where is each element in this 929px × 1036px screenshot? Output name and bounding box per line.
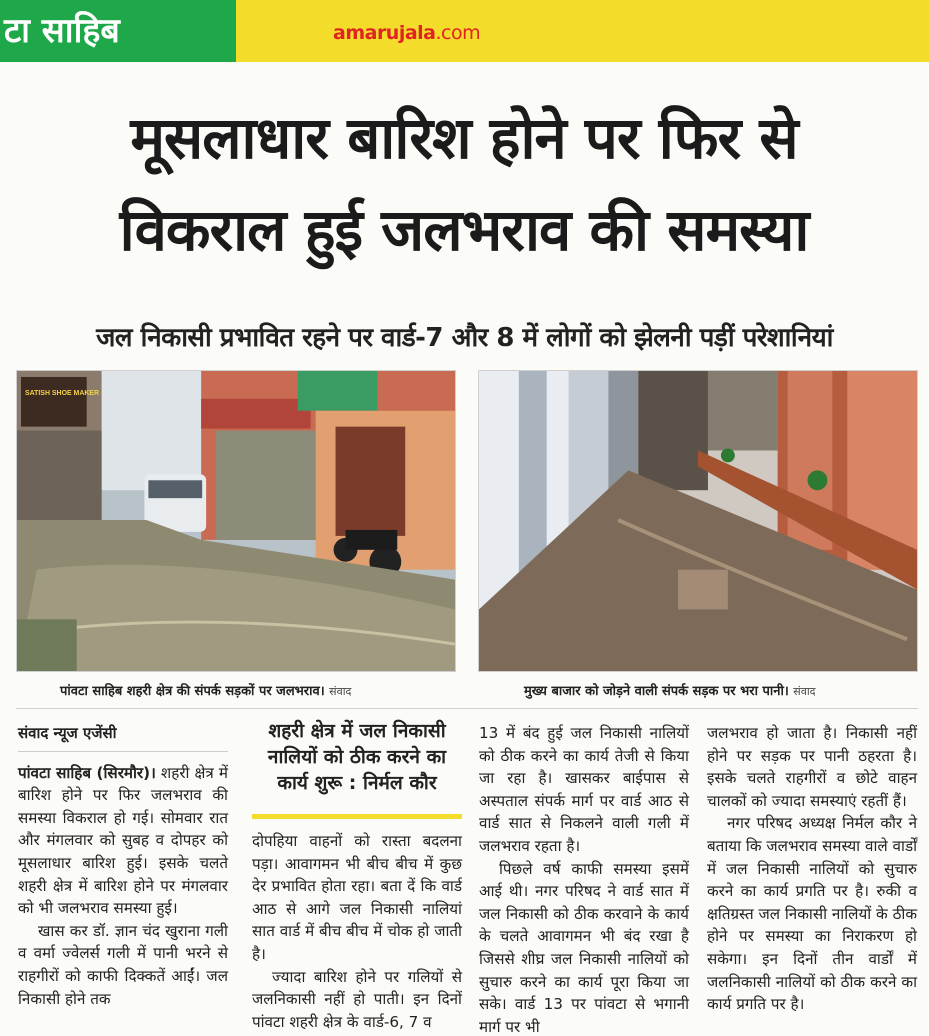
paragraph-text: शहरी क्षेत्र में बारिश होने पर फिर जलभराव की समस्या विकराल हो गई। सोमवार रात और मंगलवार को सुबह व दोपहर को मूसलाधार बारिश हुई। इसके चलते शहरी क्षेत्र में बारिश होने पर मंगलवार को भी जलभराव समस्या हुई।	[18, 763, 228, 918]
photo-waterlogged-lane	[478, 370, 918, 672]
divider	[16, 708, 918, 709]
paragraph: दोपहिया वाहनों को रास्ता बदलना पड़ा। आवागमन भी बीच बीच में कुछ देर प्रभावित होता रहा। बता दें कि वार्ड आठ से आगे जल निकासी नालियां सात वार्ड में बीच बीच में चोक हो जाती है।	[252, 832, 462, 963]
photo-flooded-street	[16, 370, 456, 672]
masthead-bar	[0, 0, 929, 62]
section-tag: टा साहिब	[0, 0, 236, 62]
article-column-3	[479, 722, 689, 1036]
sidebar-heading: शहरी क्षेत्र में जल निकासी नालियों को ठीक करने का कार्य शुरू : निर्मल कौर	[267, 720, 447, 794]
caption-credit: संवाद	[793, 685, 816, 698]
caption-text: मुख्य बाजार को जोड़ने वाली संपर्क सड़क पर भरा पानी।	[524, 684, 789, 699]
caption-text: पांवटा साहिब शहरी क्षेत्र की संपर्क सड़कों पर जलभराव।	[60, 684, 325, 699]
paragraph: 13 में बंद हुई जल निकासी नालियों को ठीक करने का कार्य तेजी से किया जा रहा है। खासकर बाईपास से अस्पताल संपर्क मार्ग पर वार्ड आठ से वार्ड सात से निकलने वाली गली में जलभराव रहता है।	[479, 724, 689, 855]
article-column-1	[18, 722, 228, 1010]
site-suffix: .com	[435, 22, 481, 44]
sidebar-accent-rule	[252, 814, 462, 819]
article-column-4	[707, 722, 917, 1016]
byline-divider	[18, 751, 228, 752]
dateline: पांवटा साहिब (सिरमौर)।	[18, 763, 156, 782]
headline-line-2: विकराल हुई जलभराव की समस्या	[119, 196, 809, 264]
photo-caption-right	[524, 681, 816, 699]
subheadline: जल निकासी प्रभावित रहने पर वार्ड-7 और 8 में लोगों को झेलनी पड़ीं परेशानियां	[96, 323, 833, 353]
article-column-2	[252, 830, 462, 1033]
paragraph: जलभराव हो जाता है। निकासी नहीं होने पर सड़क पर पानी ठहरता है। इसके चलते राहगीरों व छोटे वाहन चालकों को ज्यादा समस्याएं रहतीं हैं।	[707, 724, 917, 810]
agency-byline: संवाद न्यूज एजेंसी	[18, 724, 117, 742]
paragraph: खास कर डॉ. ज्ञान चंद खुराना गली व वर्मा ज्वेलर्स गली में पानी भरने से राहगीरों को काफी दिक्कतें आईं। जल निकासी होने तक	[18, 921, 228, 1008]
paragraph: नगर परिषद अध्यक्ष निर्मल कौर ने बताया कि जलभराव समस्या वाले वार्डों में जल निकासी नालियों को सुचारु करने का कार्य प्रगति पर है। रुकी व क्षतिग्रस्त जल निकासी नालियों के ठीक होने पर समस्या का निराकरण हो सकेगा। इन दिनों तीन वार्डों में जलनिकासी नालियों को ठीक करने का कार्य प्रगति पर है।	[707, 814, 917, 1014]
paragraph: ज्यादा बारिश होने पर गलियों से जलनिकासी नहीं हो पाती। इन दिनों पांवटा शहरी क्षेत्र के वार्ड-6, 7 व	[252, 967, 462, 1031]
site-name: amarujala	[333, 22, 436, 44]
headline	[14, 92, 914, 276]
headline-line-1: मूसलाधार बारिश होने पर फिर से	[130, 104, 798, 172]
site-logo[interactable]	[333, 22, 480, 44]
paragraph: पिछले वर्ष काफी समस्या इसमें आई थी। नगर परिषद ने वार्ड सात में जल निकासी को ठीक करवाने के कार्य के चलते आवागमन भी बंद रखा है जिससे शीघ्र जल निकासी नालियों को सुचारु करने का कार्य पूरा किया जा सके। वार्ड 13 पर पांवटा से भगानी मार्ग पर भी	[479, 859, 689, 1036]
paragraph	[18, 762, 228, 920]
photo-caption-left	[60, 681, 351, 699]
shop-sign-text: SATISH SHOE MAKER	[24, 389, 100, 397]
caption-credit: संवाद	[329, 685, 352, 698]
